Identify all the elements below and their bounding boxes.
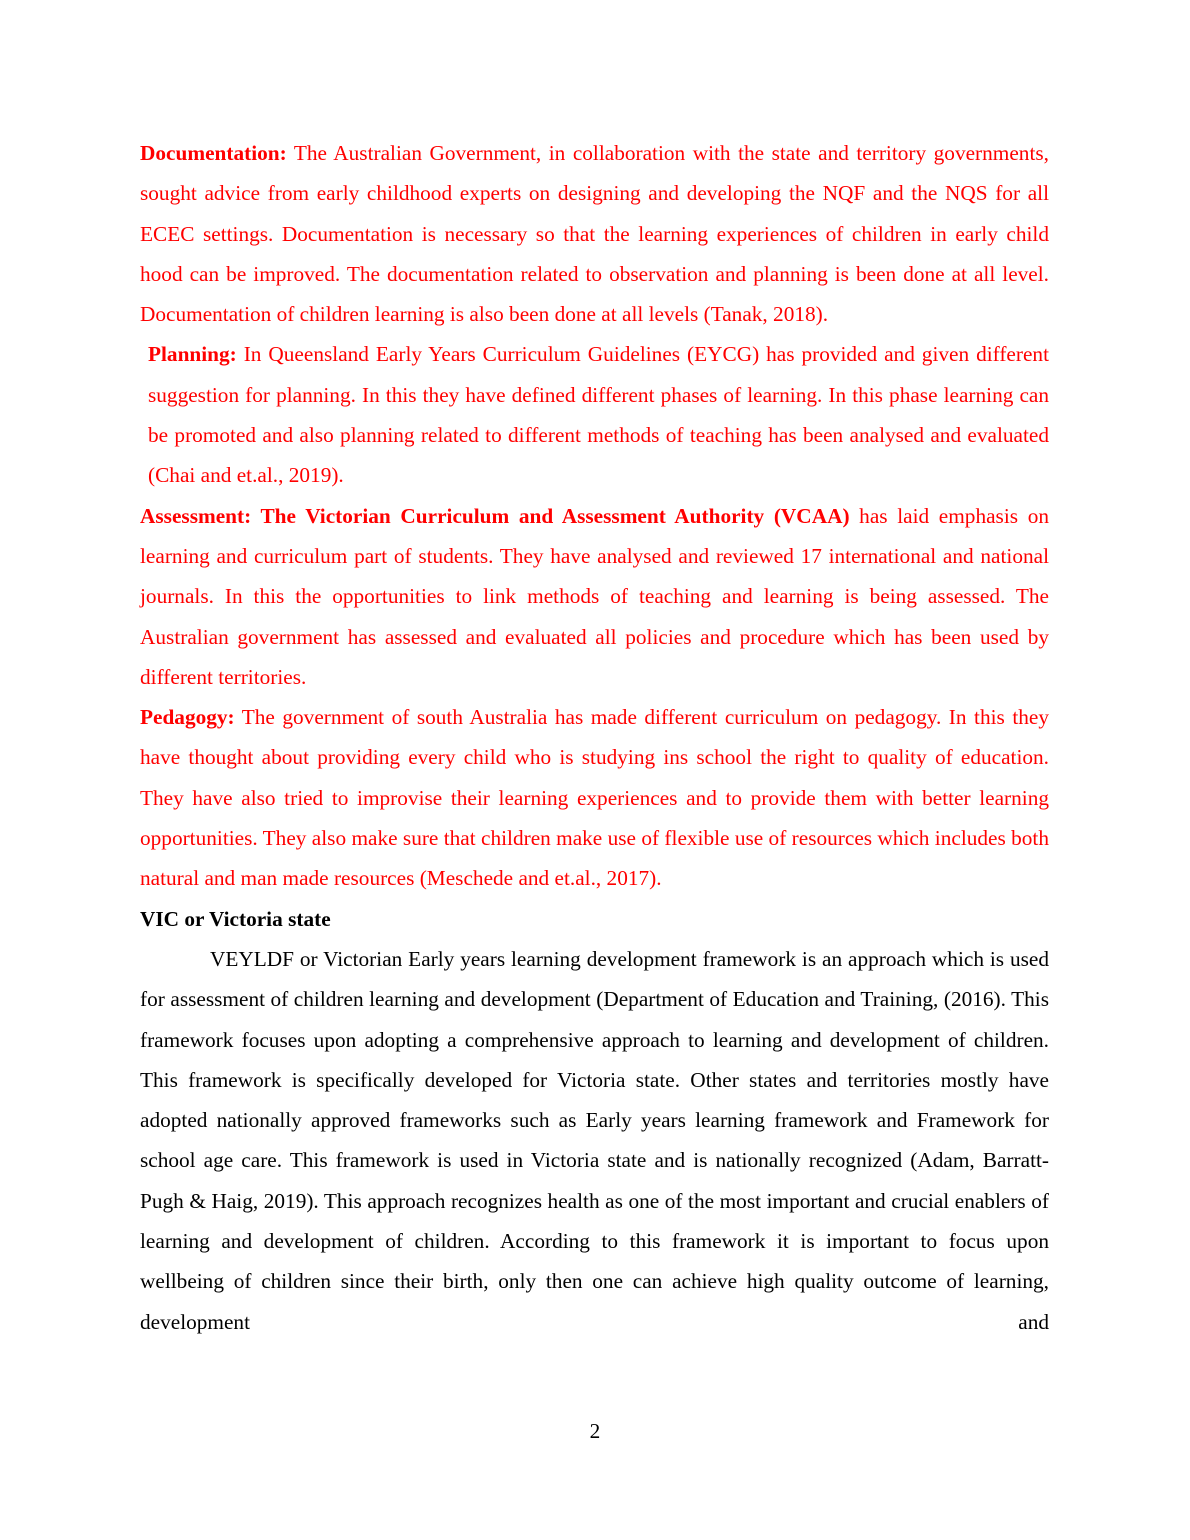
pedagogy-text: The government of south Australia has made different curriculum on pedagogy. In this they have thought about providing every child who is studying ins school the right to quality of education. They have also tried to improvise their learning experiences and to provide them with better learning opportunities. They also make sure that children make use of flexible use of resources which includes both natural and man made resources (Meschede and et.al., 2017). bbox=[140, 705, 1049, 891]
assessment-label: Assessment: The Victorian Curriculum and Assessment Authority (VCAA) bbox=[140, 503, 850, 528]
planning-text: In Queensland Early Years Curriculum Guidelines (EYCG) has provided and given different suggestion for planning. In this they have defined different phases of learning. In this phase learning can be promoted and also planning related to different methods of teaching has been analysed and evaluated (Chai and et.al., 2019). bbox=[148, 342, 1049, 488]
vic-body-paragraph: VEYLDF or Victorian Early years learning development framework is an approach which is used for assessment of children learning and development (Department of Education and Training, (2016). This framework focuses upon adopting a comprehensive approach to learning and development of children. This framework is specifically developed for Victoria state. Other states and territories mostly have adopted nationally approved frameworks such as Early years learning framework and Framework for school age care. This framework is used in Victoria state and is nationally recognized (Adam, Barratt-Pugh & Haig, 2019). This approach recognizes health as one of the most important and crucial enablers of learning and development of children. According to this framework it is important to focus upon wellbeing of children since their birth, only then one can achieve high quality outcome of learning, development and bbox=[140, 946, 1049, 1334]
page-number: 2 bbox=[589, 1419, 601, 1443]
documentation-label: Documentation: bbox=[140, 141, 287, 165]
planning-paragraph bbox=[140, 334, 1049, 495]
planning-label: Planning: bbox=[148, 342, 237, 367]
pedagogy-paragraph bbox=[140, 697, 1049, 898]
document-page bbox=[140, 133, 1049, 1342]
vic-section-heading: VIC or Victoria state bbox=[140, 906, 331, 931]
pedagogy-label: Pedagogy: bbox=[140, 705, 235, 730]
assessment-text: has laid emphasis on learning and curriculum part of students. They have analysed and reviewed 17 international and national journals. In this the opportunities to link methods of teaching and learning is being assessed. The Australian government has assessed and evaluated all policies and procedure which has been used by different territories. bbox=[140, 503, 1049, 689]
documentation-paragraph bbox=[140, 133, 1049, 334]
documentation-text: The Australian Government, in collaboration with the state and territory governments, sought advice from early childhood experts on designing and developing the NQF and the NQS for all ECEC settings. Documentation is necessary so that the learning experiences of children in early child hood can be improved. The documentation related to observation and planning is been done at all level. Documentation of children learning is also been done at all levels (Tanak, 2018). bbox=[140, 141, 1049, 327]
assessment-paragraph bbox=[140, 496, 1049, 697]
